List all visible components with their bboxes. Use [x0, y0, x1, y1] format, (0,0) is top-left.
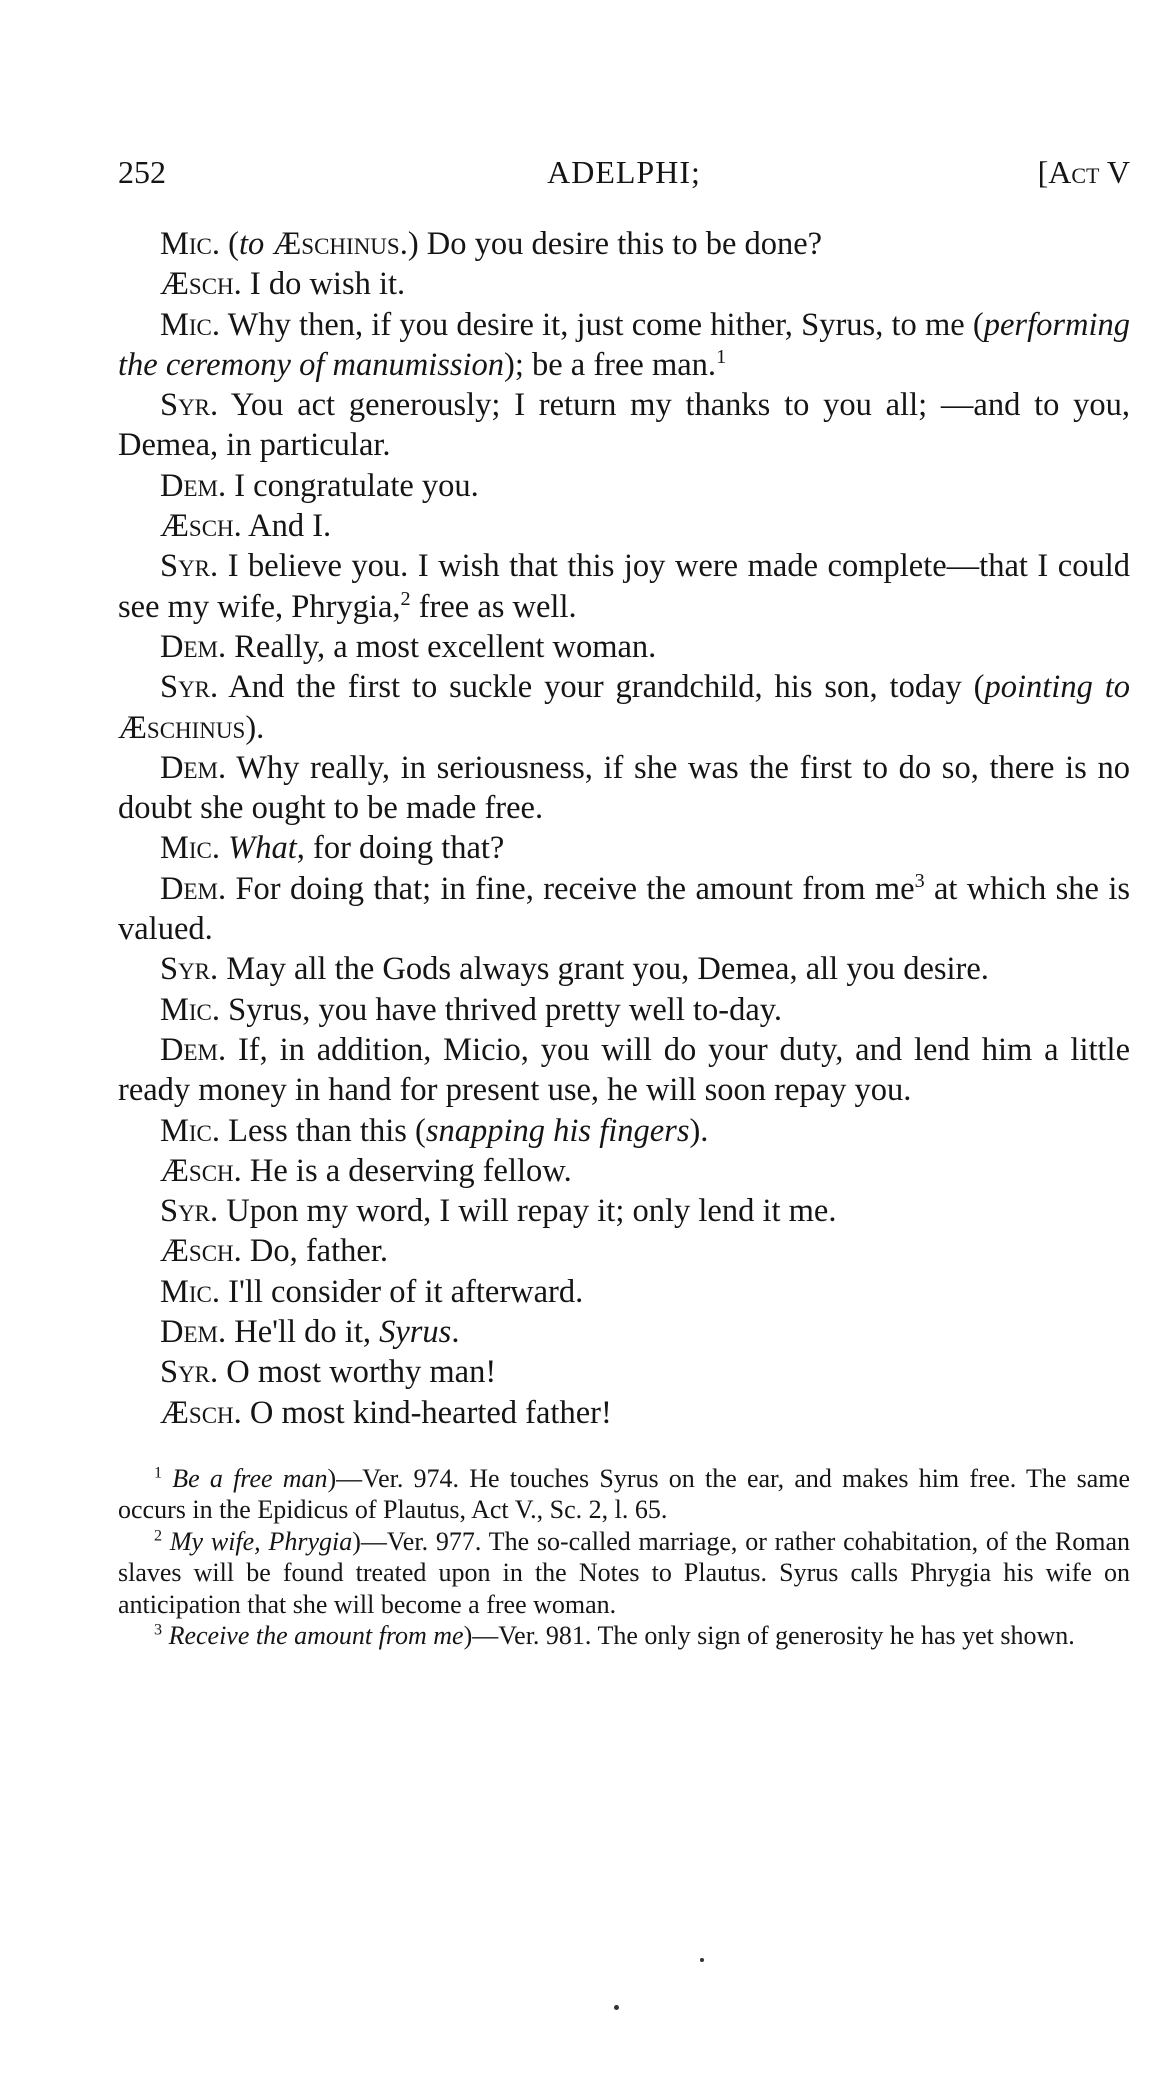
- dialogue-line: [118, 990, 1130, 1030]
- dialogue-line: [118, 869, 1130, 950]
- text-run: For doing that; in fine, receive the amount from me: [226, 870, 915, 907]
- text-run: [220, 830, 228, 866]
- name-small-caps: Æschinus: [118, 709, 246, 746]
- speaker-label: Dem.: [160, 467, 227, 504]
- dialogue-line: [118, 264, 1130, 304]
- italic-text: Syrus: [379, 1314, 452, 1351]
- dialogue-line: [118, 305, 1130, 386]
- italic-text: performing the ceremony of manumission: [118, 306, 1130, 383]
- text-run: O most kind-hearted father!: [241, 1394, 612, 1431]
- italic-text: snapping his fingers: [425, 1112, 690, 1149]
- speaker-label: Mic.: [160, 306, 221, 343]
- act-label: [Act V: [1037, 154, 1130, 190]
- text-run: If, in addition, Micio, you will do your duty, and lend him a little ready money in hand for present use, he will soon repay you.: [118, 1031, 1130, 1109]
- dialogue-line: [118, 828, 1130, 868]
- text-run: O most worthy man!: [218, 1354, 497, 1391]
- text-run: [162, 1527, 170, 1556]
- text-run: I congratulate you.: [226, 467, 479, 504]
- dialogue-line: [118, 466, 1130, 506]
- text-run: .) Do you desire this to be done?: [399, 226, 823, 262]
- dialogue-line: [118, 546, 1130, 627]
- speaker-label: Dem.: [160, 1031, 227, 1068]
- dialogue-text: [118, 224, 1130, 1433]
- text-run: Why then, if you desire it, just come hither, Syrus, to me (: [220, 306, 984, 343]
- speaker-label: Mic.: [160, 830, 221, 867]
- speaker-label: Æsch.: [160, 1233, 242, 1270]
- text-run: He is a deserving fellow.: [241, 1152, 572, 1189]
- italic-text: What: [228, 830, 297, 867]
- footnote: [118, 1463, 1130, 1526]
- text-run: May all the Gods always grant you, Demea, all you desire.: [218, 951, 989, 988]
- italic-text: Be a free man: [172, 1463, 328, 1493]
- dialogue-line: [118, 1191, 1130, 1231]
- dialogue-line: [118, 506, 1130, 546]
- footnote-marker: 2: [400, 587, 411, 610]
- footnotes: [118, 1463, 1130, 1652]
- text-run: Do, father.: [241, 1233, 388, 1270]
- footnote-marker: 2: [154, 1527, 163, 1545]
- dialogue-line: [118, 224, 1130, 264]
- printing-speck: [614, 2005, 619, 2010]
- dialogue-line: [118, 385, 1130, 466]
- book-page: [118, 150, 1130, 1652]
- italic-text: pointing to: [984, 669, 1130, 706]
- speaker-label: Æsch.: [160, 508, 242, 545]
- footnote-marker: 1: [716, 346, 727, 369]
- footnote-marker: 3: [154, 1621, 163, 1639]
- dialogue-line: [118, 627, 1130, 667]
- dialogue-line: [118, 1352, 1130, 1392]
- speaker-label: Mic.: [160, 1273, 221, 1310]
- dialogue-line: [118, 1030, 1130, 1111]
- text-run: ).: [245, 709, 265, 746]
- speaker-label: Æsch.: [160, 266, 242, 303]
- text-run: (: [220, 226, 239, 262]
- italic-text: My wife, Phrygia: [169, 1526, 353, 1556]
- name-small-caps: Æschinus: [272, 226, 400, 262]
- speaker-label: Mic.: [160, 991, 221, 1028]
- speaker-label: Dem.: [160, 749, 227, 786]
- footnote-marker: 3: [914, 869, 925, 892]
- dialogue-line: [118, 949, 1130, 989]
- speaker-label: Dem.: [160, 628, 227, 665]
- text-run: free as well.: [410, 588, 577, 625]
- text-run: [162, 1464, 172, 1493]
- text-run: )—Ver. 981. The only sign of generosity he has yet shown.: [463, 1621, 1075, 1651]
- text-run: I do wish it.: [241, 266, 406, 303]
- text-run: Why really, in seriousness, if she was the first to do so, there is no doubt she ought to be made free.: [118, 749, 1130, 827]
- italic-text: Receive the amount from me: [168, 1621, 464, 1651]
- speaker-label: Mic.: [160, 1112, 221, 1149]
- text-run: You act generously; I return my thanks to you all; —and to you, Demea, in particular.: [118, 387, 1130, 464]
- footnote: [118, 1620, 1130, 1652]
- text-run: )—Ver. 974. He touches Syrus on the ear, and makes him free. The same occurs in the Epidicus of Plautus, Act V., Sc. 2, l. 65.: [118, 1463, 1131, 1525]
- speaker-label: Syr.: [160, 951, 219, 988]
- text-run: ).: [689, 1112, 709, 1149]
- running-title: ADELPHI;: [547, 154, 701, 190]
- speaker-label: Mic.: [160, 226, 221, 262]
- text-run: at which she is valued.: [118, 870, 1130, 948]
- dialogue-line: [118, 1111, 1130, 1151]
- speaker-label: Syr.: [160, 1193, 219, 1230]
- speaker-label: Syr.: [160, 387, 219, 424]
- footnote-marker: 1: [154, 1464, 163, 1482]
- text-run: I believe you. I wish that this joy were made complete—that I could see my wife, Phrygia,: [118, 548, 1130, 625]
- text-run: Syrus, you have thrived pretty well to-day.: [220, 991, 783, 1028]
- dialogue-line: [118, 1393, 1130, 1433]
- dialogue-line: [118, 1272, 1130, 1312]
- italic-text: to: [238, 226, 265, 262]
- speaker-label: Æsch.: [160, 1152, 242, 1189]
- speaker-label: Syr.: [160, 1354, 219, 1391]
- printing-speck: [700, 1958, 704, 1962]
- text-run: He'll do it,: [226, 1314, 380, 1351]
- dialogue-line: [118, 1231, 1130, 1271]
- text-run: Really, a most excellent woman.: [226, 628, 657, 665]
- page-number: 252: [118, 154, 166, 190]
- text-run: Less than this (: [220, 1112, 426, 1149]
- dialogue-line: [118, 667, 1130, 748]
- text-run: I'll consider of it afterward.: [220, 1273, 584, 1310]
- dialogue-line: [118, 748, 1130, 829]
- text-run: And I.: [241, 508, 332, 545]
- dialogue-line: [118, 1312, 1130, 1352]
- speaker-label: Syr.: [160, 669, 219, 706]
- speaker-label: Æsch.: [160, 1394, 242, 1431]
- speaker-label: Dem.: [160, 870, 227, 907]
- dialogue-line: [118, 1151, 1130, 1191]
- speaker-label: Dem.: [160, 1314, 227, 1351]
- text-run: )—Ver. 977. The so-called marriage, or rather cohabitation, of the Roman slaves will be found treated upon in the Notes to Plautus. Syrus calls Phrygia his wife on anticipation that she will become a free woman.: [118, 1526, 1130, 1619]
- speaker-label: Syr.: [160, 548, 219, 585]
- text-run: .: [451, 1314, 460, 1351]
- text-run: ); be a free man.: [504, 346, 717, 383]
- text-run: Upon my word, I will repay it; only lend it me.: [218, 1193, 837, 1230]
- footnote: [118, 1526, 1130, 1621]
- running-header: [118, 150, 1130, 194]
- text-run: And the first to suckle your grandchild, his son, today (: [218, 669, 985, 706]
- text-run: , for doing that?: [296, 830, 505, 867]
